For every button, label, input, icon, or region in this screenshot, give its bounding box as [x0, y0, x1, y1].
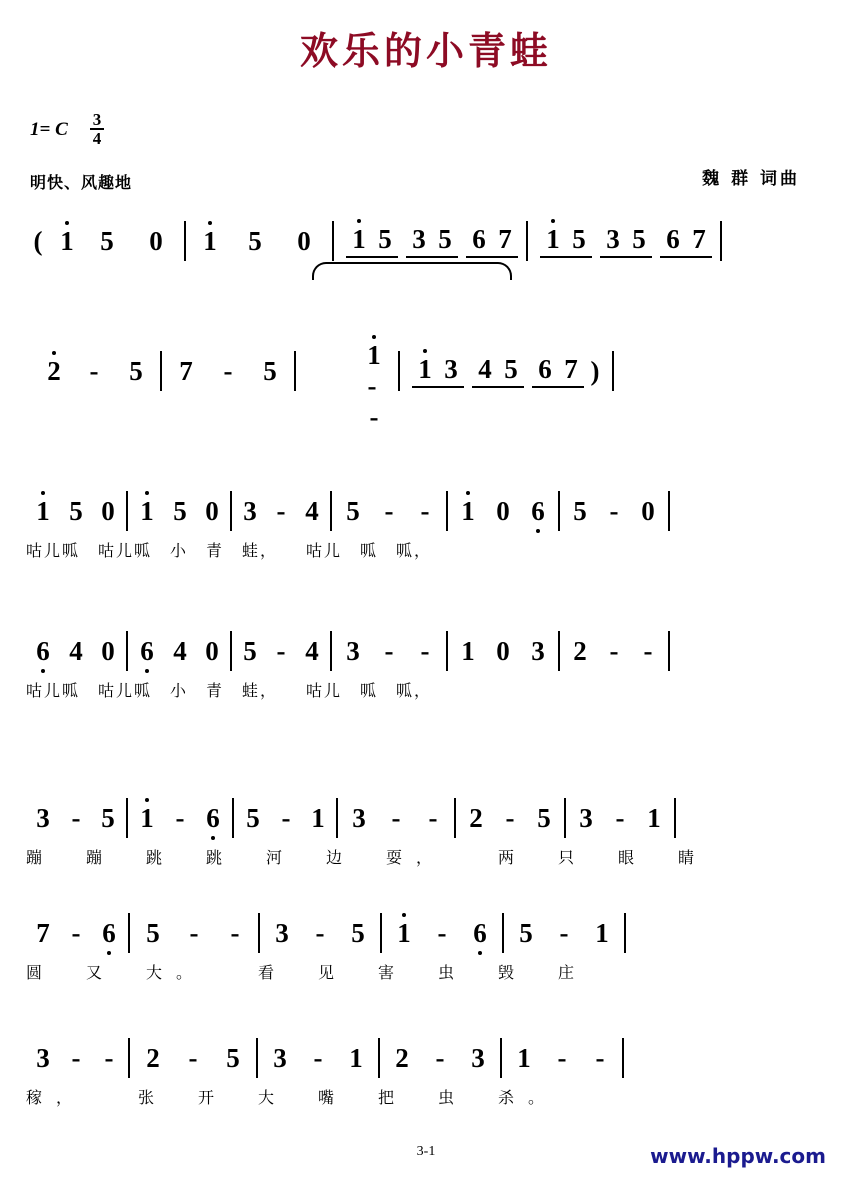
barline: [446, 631, 448, 671]
note: 5: [101, 802, 115, 833]
notation-line: [26, 1035, 826, 1081]
barline: [256, 1038, 258, 1078]
dash: -: [505, 802, 515, 833]
note: 5: [626, 224, 652, 258]
note: 1: [130, 803, 164, 834]
note: 6: [460, 918, 500, 949]
note: 4: [305, 635, 319, 666]
barline: [126, 631, 128, 671]
barline: [336, 798, 338, 838]
note: 3: [243, 495, 257, 526]
note: 7: [686, 224, 712, 258]
note: 3: [346, 635, 360, 666]
note: 1: [595, 917, 609, 948]
notation-line: [26, 488, 826, 534]
tempo-marking: 明快、风趣地: [30, 173, 133, 192]
barline: [612, 351, 614, 391]
note: 6: [92, 918, 126, 949]
time-signature: [90, 111, 105, 147]
note: 6: [196, 803, 230, 834]
note: 1: [188, 226, 232, 257]
note: 0: [496, 495, 510, 526]
barline: [332, 221, 334, 261]
note: 5: [351, 917, 365, 948]
barline: [378, 1038, 380, 1078]
barline: [502, 913, 504, 953]
dash: -: [223, 355, 233, 386]
note: 1: [461, 635, 475, 666]
watermark: www.hppw.com: [650, 1144, 826, 1168]
tie-group: [298, 278, 396, 464]
note: 0: [149, 225, 163, 256]
note: 5: [173, 495, 187, 526]
note: 7: [179, 355, 193, 386]
note: 5: [519, 917, 533, 948]
dash: -: [557, 1042, 567, 1073]
note: 1: [50, 226, 84, 257]
lyrics-line: 圆 又 大。 看 见 害 虫 毁 庄: [26, 962, 589, 982]
note: 0: [101, 495, 115, 526]
note: 3: [531, 635, 545, 666]
note: 3: [471, 1042, 485, 1073]
dash: -: [71, 802, 81, 833]
note: 7: [36, 917, 50, 948]
dash: -: [615, 802, 625, 833]
note: 5: [372, 224, 398, 258]
note: 0: [205, 495, 219, 526]
note: 3: [352, 802, 366, 833]
note: 3: [275, 917, 289, 948]
note: 0: [496, 635, 510, 666]
dash: -: [643, 635, 653, 666]
note: 7: [492, 224, 518, 258]
barline: [446, 491, 448, 531]
barline: [330, 631, 332, 671]
music-system-7: [0, 1035, 852, 1107]
notation-line: [26, 910, 826, 956]
barline: [624, 913, 626, 953]
note: 7: [558, 354, 584, 388]
note: 5: [246, 802, 260, 833]
barline: [558, 491, 560, 531]
dash: -: [315, 917, 325, 948]
note: 1: [647, 802, 661, 833]
notation-line: [26, 218, 826, 264]
note: 1: [352, 340, 396, 371]
music-system-3: [0, 488, 852, 560]
page-title: 欢乐的小青蛙: [299, 29, 552, 73]
note: 1: [517, 1042, 531, 1073]
dash: -: [71, 917, 81, 948]
notation-line: [26, 628, 826, 674]
dash: -: [428, 802, 438, 833]
note: 2: [395, 1042, 409, 1073]
dash: -: [609, 635, 619, 666]
note: 6: [130, 636, 164, 667]
note: 5: [537, 802, 551, 833]
dash: -: [313, 1042, 323, 1073]
note: 2: [34, 356, 74, 387]
dash: -: [369, 402, 379, 432]
note: 5: [100, 225, 114, 256]
note: 1: [311, 802, 325, 833]
dash: -: [188, 1042, 198, 1073]
note: 5: [129, 355, 143, 386]
note: 5: [432, 224, 458, 258]
bracket-open: (: [33, 225, 43, 256]
dash: -: [281, 802, 291, 833]
note: 0: [101, 635, 115, 666]
note: 0: [641, 495, 655, 526]
dash: -: [384, 495, 394, 526]
note: 5: [146, 917, 160, 948]
note: 5: [263, 355, 277, 386]
dash: -: [89, 355, 99, 386]
note: 3: [36, 802, 50, 833]
note: 5: [566, 224, 592, 258]
note: 3: [438, 354, 464, 388]
time-signature-denominator: 4: [90, 128, 105, 147]
dash: -: [276, 495, 286, 526]
barline: [720, 221, 722, 261]
barline: [564, 798, 566, 838]
bracket-close: ): [590, 355, 600, 386]
dash: -: [384, 635, 394, 666]
dash: -: [609, 495, 619, 526]
dash: -: [367, 371, 377, 401]
barline: [230, 491, 232, 531]
note: 1: [346, 224, 372, 258]
barline: [126, 491, 128, 531]
barline: [668, 631, 670, 671]
note: 5: [248, 225, 262, 256]
note: 3: [600, 224, 626, 258]
notation-line: [26, 795, 826, 841]
barline: [128, 913, 130, 953]
lyrics-line: 蹦 蹦 跳 跳 河 边 耍， 两 只 眼 睛: [26, 847, 709, 867]
barline: [674, 798, 676, 838]
page-number: 3-1: [416, 1144, 436, 1159]
tie-arc: [312, 262, 512, 280]
lyrics-line: 咕儿呱 咕儿呱 小 青 蛙， 咕儿 呱 呱，: [26, 540, 433, 560]
time-signature-numerator: 3: [92, 110, 102, 129]
barline: [330, 491, 332, 531]
lyrics-line: 稼， 张 开 大 嘴 把 虫 杀。: [26, 1087, 559, 1107]
note: 6: [26, 636, 60, 667]
note: 3: [36, 1042, 50, 1073]
note: 4: [173, 635, 187, 666]
note: 1: [26, 496, 60, 527]
note: 0: [297, 225, 311, 256]
dash: -: [595, 1042, 605, 1073]
barline: [558, 631, 560, 671]
note: 5: [69, 495, 83, 526]
note: 6: [466, 224, 492, 258]
note: 3: [579, 802, 593, 833]
dash: -: [230, 917, 240, 948]
note: 1: [540, 224, 566, 258]
music-system-5: [0, 795, 852, 867]
note: 6: [660, 224, 686, 258]
note: 4: [305, 495, 319, 526]
key-signature: [30, 112, 104, 148]
note: 2: [573, 635, 587, 666]
composer-credit: 魏 群 词曲: [702, 169, 800, 189]
music-system-6: [0, 910, 852, 982]
barline: [258, 913, 260, 953]
note: 3: [406, 224, 432, 258]
barline: [454, 798, 456, 838]
dash: -: [435, 1042, 445, 1073]
music-system-4: [0, 628, 852, 700]
barline: [398, 351, 400, 391]
barline: [128, 1038, 130, 1078]
note: 6: [520, 496, 556, 527]
barline: [380, 913, 382, 953]
barline: [232, 798, 234, 838]
note: 5: [243, 635, 257, 666]
note: 6: [532, 354, 558, 388]
barline: [230, 631, 232, 671]
note: 2: [469, 802, 483, 833]
note: 0: [205, 635, 219, 666]
dash: -: [559, 917, 569, 948]
note: 1: [130, 496, 164, 527]
barline: [500, 1038, 502, 1078]
dash: -: [420, 495, 430, 526]
dash: -: [437, 917, 447, 948]
dash: -: [276, 635, 286, 666]
barline: [160, 351, 162, 391]
lyrics-line: 咕儿呱 咕儿呱 小 青 蛙， 咕儿 呱 呱，: [26, 680, 433, 700]
barline: [668, 491, 670, 531]
note: 3: [273, 1042, 287, 1073]
dash: -: [104, 1042, 114, 1073]
dash: -: [189, 917, 199, 948]
dash: -: [175, 802, 185, 833]
barline: [622, 1038, 624, 1078]
barline: [126, 798, 128, 838]
note: 5: [226, 1042, 240, 1073]
barline: [526, 221, 528, 261]
barline: [294, 351, 296, 391]
note: 1: [384, 918, 424, 949]
note: 1: [412, 354, 438, 388]
note: 4: [472, 354, 498, 388]
note: 1: [450, 496, 486, 527]
note: 2: [146, 1042, 160, 1073]
note: 5: [346, 495, 360, 526]
music-system-2: [0, 340, 852, 432]
note: 5: [573, 495, 587, 526]
notation-line: [26, 340, 826, 432]
key-signature-label: 1= C: [30, 119, 68, 140]
barline: [184, 221, 186, 261]
note: 5: [498, 354, 524, 388]
note: 4: [69, 635, 83, 666]
dash: -: [71, 1042, 81, 1073]
dash: -: [420, 635, 430, 666]
note: 1: [349, 1042, 363, 1073]
dash: -: [391, 802, 401, 833]
